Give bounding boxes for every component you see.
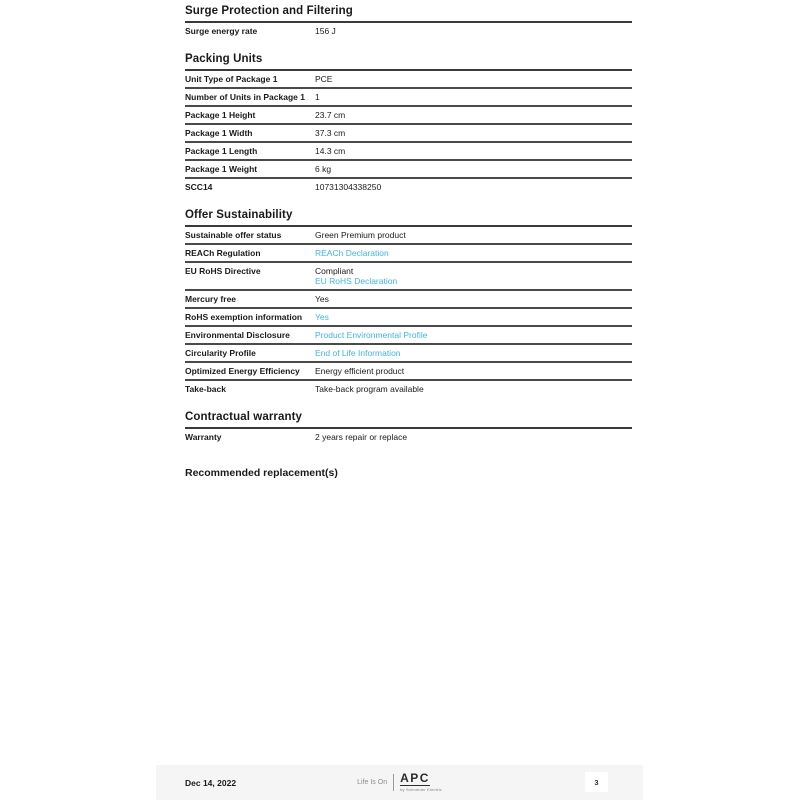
spec-value: 10731304338250 bbox=[315, 182, 382, 192]
table-row bbox=[185, 309, 632, 327]
life-is-on-tagline: Life Is On bbox=[357, 779, 388, 786]
table-row bbox=[185, 161, 632, 179]
spec-label: Package 1 Length bbox=[185, 146, 258, 156]
table-row bbox=[185, 179, 632, 195]
spec-value: 37.3 cm bbox=[315, 128, 346, 138]
section-title: Contractual warranty bbox=[185, 411, 632, 429]
end-of-life-link[interactable]: End of Life Information bbox=[315, 348, 401, 358]
spec-label: SCC14 bbox=[185, 182, 213, 192]
table-row bbox=[185, 227, 632, 245]
section-contractual-warranty bbox=[185, 411, 632, 445]
brand-separator bbox=[393, 774, 394, 791]
spec-table bbox=[185, 23, 632, 39]
apc-logo-subtext: by Schneider Electric bbox=[400, 787, 442, 792]
spec-label: Number of Units in Package 1 bbox=[185, 92, 305, 102]
spec-table bbox=[185, 429, 632, 445]
spec-table bbox=[185, 227, 632, 397]
spec-label: EU RoHS Directive bbox=[185, 266, 261, 276]
spec-value: PCE bbox=[315, 74, 333, 84]
spec-label: Package 1 Height bbox=[185, 110, 256, 120]
section-packing-units bbox=[185, 53, 632, 195]
spec-table bbox=[185, 71, 632, 195]
spec-value: 23.7 cm bbox=[315, 110, 346, 120]
eu-rohs-declaration-link[interactable]: EU RoHS Declaration bbox=[315, 276, 398, 286]
footer-date: Dec 14, 2022 bbox=[185, 777, 237, 788]
section-title: Offer Sustainability bbox=[185, 209, 632, 227]
table-row bbox=[185, 125, 632, 143]
table-row bbox=[185, 381, 632, 397]
page-footer bbox=[156, 765, 643, 800]
environmental-profile-link[interactable]: Product Environmental Profile bbox=[315, 330, 428, 340]
apc-logo-text: APC bbox=[400, 771, 430, 785]
table-row bbox=[185, 143, 632, 161]
recommended-replacements-heading: Recommended replacement(s) bbox=[185, 467, 338, 479]
spec-label: Mercury free bbox=[185, 294, 237, 304]
reach-declaration-link[interactable]: REACh Declaration bbox=[315, 248, 389, 258]
table-row bbox=[185, 263, 632, 291]
spec-value: Take-back program available bbox=[315, 384, 424, 394]
brand-logo bbox=[357, 773, 442, 792]
spec-value: Green Premium product bbox=[315, 230, 406, 240]
section-title: Packing Units bbox=[185, 53, 632, 71]
spec-label: Circularity Profile bbox=[185, 348, 256, 358]
spec-label: Take-back bbox=[185, 384, 226, 394]
spec-value: Compliant bbox=[315, 266, 354, 276]
spec-label: RoHS exemption information bbox=[185, 312, 303, 322]
page-number: 3 bbox=[585, 772, 608, 792]
section-surge-protection bbox=[185, 5, 632, 39]
spec-value: 6 kg bbox=[315, 164, 332, 174]
spec-label: Optimized Energy Efficiency bbox=[185, 366, 300, 376]
table-row bbox=[185, 345, 632, 363]
table-row bbox=[185, 245, 632, 263]
table-row bbox=[185, 291, 632, 309]
table-row bbox=[185, 327, 632, 345]
table-row bbox=[185, 429, 632, 445]
spec-label: Surge energy rate bbox=[185, 26, 258, 36]
table-row bbox=[185, 363, 632, 381]
rohs-exemption-link[interactable]: Yes bbox=[315, 312, 329, 322]
table-row bbox=[185, 23, 632, 39]
spec-label: Package 1 Weight bbox=[185, 164, 258, 174]
spec-value: Yes bbox=[315, 294, 329, 304]
spec-label: Package 1 Width bbox=[185, 128, 253, 138]
spec-content bbox=[185, 5, 632, 479]
spec-value: Energy efficient product bbox=[315, 366, 405, 376]
spec-value: 1 bbox=[315, 92, 320, 102]
spec-label: Sustainable offer status bbox=[185, 230, 282, 240]
spec-label: Unit Type of Package 1 bbox=[185, 74, 278, 84]
table-row bbox=[185, 107, 632, 125]
spec-value: 2 years repair or replace bbox=[315, 432, 408, 442]
spec-value: 156 J bbox=[315, 26, 336, 36]
table-row bbox=[185, 89, 632, 107]
spec-label: Environmental Disclosure bbox=[185, 330, 290, 340]
spec-label: REACh Regulation bbox=[185, 248, 261, 258]
section-title: Surge Protection and Filtering bbox=[185, 5, 632, 23]
table-row bbox=[185, 71, 632, 89]
apc-logo bbox=[400, 773, 442, 792]
section-offer-sustainability bbox=[185, 209, 632, 397]
spec-value: 14.3 cm bbox=[315, 146, 346, 156]
spec-label: Warranty bbox=[185, 432, 222, 442]
